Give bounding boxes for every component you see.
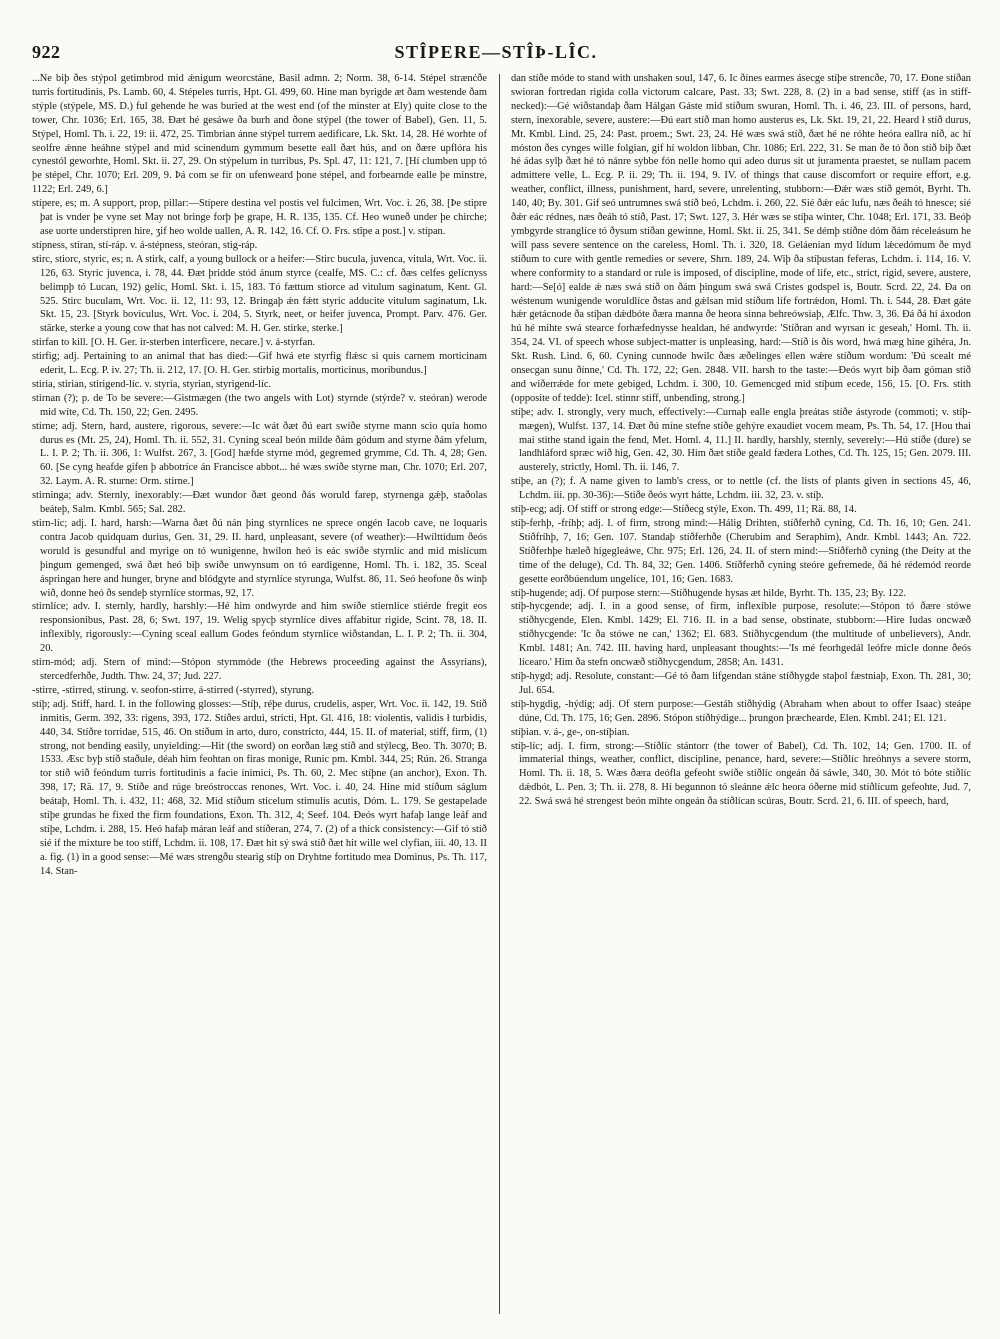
dictionary-entry: stípere, es; m. A support, prop, pillar:—Stípere destina vel postis vel fulcimen, Wrt. Voc. i. 26, 38. [Þe stipre þat is vnder þe vyne set May not bringe forþ þe grape, H. R. 135, 135. Cf. Heo wuneð under þe chirche; ase uorte understipren hire, ʒif heo wolde uallen, A. R. 142, 16. Cf. O. Frs. stîpe a post.] v. stípan. — [32, 198, 487, 237]
page-header — [32, 42, 960, 66]
dictionary-entry: stíþ-hycgende; adj. I. in a good sense, of firm, inflexible purpose, resolute:—Stópon tó ðære stówe stíðhycgende, Elen. Kmbl. 1429; El. 716. II. in a bad sense, obstinate, stubborn:—Hire Iudas oncwæð stíðhycgende: 'Ic ða stówe ne can,' 1362; El. 683. Stíðhycgendum (the multitude of unbelievers), Andr. Kmbl. 1481; An. 742. III. having hard, unpleasant thoughts:—'Is mé feorhgedál leófre micle donne ðeós lícearo.' Him ða stefn oncwæð stíðhycgendum, 2858; An. 1431. — [511, 601, 971, 669]
left-column — [32, 72, 487, 1322]
dictionary-entry: stirfan to kill. [O. H. Ger. ir-sterben interficere, necare.] v. á-styrfan. — [32, 337, 316, 349]
dictionary-entry: stirn-líc; adj. I. hard, harsh:—Warna ðæt ðú nán þing styrnlíces ne sprece ongén Iacob cave, ne loquaris contra Jacob quidquam durius, Gen. 31, 29. II. hard, unpleasant, severe (of weather):—Hwílttídum ðeós woruld is gesundful and myrige on tó wunigenne, hwílon heó is eác swíðe styrnlíc and mid mislícum þingum gemenged, swá ðæt heó biþ swíðe unwynsum on tó eardigenne, Homl. Th. i. 182, 35. Sceal áspringan here and hunger, bryne and blódgyte and styrnlíce styrunga, Wulfst. 86, 11. Seó heofone ðs winþ wið, donne heó ðs sendeþ styrnlíce stormas, 92, 17. — [32, 518, 487, 599]
dictionary-entry: stirnlíce; adv. I. sternly, hardly, harshly:—Hé him ondwyrde and him swíðe stiernlíce stiérde fregit eos responsionibus, Past. 28, 6; Swt. 197, 19. Welig spycþ styrnlíce dives affabitur rigide, Scint. 78, 18. II. inflexibly, rigorously:—Cyning sceal eallum Godes feóndum styrnlíce wiðstandan, L. I. P. 2; Th. ii. 304, 20. — [32, 601, 487, 655]
dictionary-entry: stirfig; adj. Pertaining to an animal that has died:—Gif hwá ete styrfig flǽsc si quis carnem morticinam ederit, L. Ecg. P. iv. 27; Th. ii. 212, 17. [O. H. Ger. stirbig mortalis, morticinus, moribundus.] — [32, 351, 487, 377]
dictionary-entry: stíþian. v. á-, ge-, on-stíþian. — [511, 726, 630, 738]
dictionary-entry: stirne; adj. Stern, hard, austere, rigorous, severe:—Ic wát ðæt ðú eart swíðe styrne mann scio quia homo durus es (Mt. 25, 24), Homl. Th. ii. 552, 31. Cyning sceal beón milde ðám gódum and styrne ðám yfelum, L. I. P. 2; Th. ii. 306, 1: Wulfst. 267, 3. [God] hæfde styrne mód, gegremed grymme, Cd. Th. 4, 28; Gen. 60. [Se cyng heafde gifen þ abbotríce án Francisce abbot... hé wæs swíðe styrne man, Chr. 1070; Erl. 207, 32. Laym. A. R. sturne: Orm. stirne.] — [32, 420, 487, 488]
running-head: STÎPERE—STÎÞ-LÎC. — [394, 42, 598, 62]
dictionary-entry: stíþ-ferhþ, -fríhþ; adj. I. of firm, strong mind:—Hálig Drihten, stíðferhð cyning, Cd. Th. 16, 10; Gen. 241. Stíðfríhþ, 7, 16; Gen. 107. Standaþ stíðferhðe (Cherubim and Seraphim), Andr. Kmbl. 1443; An. 722. Stíðferhþe hæleð higegleáwe, Chr. 975; Erl. 126, 24. II. of stern mind:—Stíðferhð cyning (the Deity at the time of the deluge), Cd. Th. 84, 32; Gen. 1406. Stíðferhð cyning steóre gefremede, ðá hé rédemód reorde gesette eorðbúendum ungelíce, 101, 16; Gen. 1683. — [511, 518, 971, 585]
right-column — [511, 72, 971, 1322]
dictionary-entry: stíþ-líc; adj. I. firm, strong:—Stíðlíc stántorr (the tower of Babel), Cd. Th. 102, 14; Gen. 1700. II. of immaterial things, weather, conflict, discipline, penance, hard, severe:—Stíðlíc hreóhnys a severe storm, Homl. Th. ii. 18, 5. Wæs ðæra deófla gefeoht swíðe stíðlíc ongeán ðá sáwle, 340, 30. Mót tó bóte stíðlíc dǽdbót, L. Pen. 3; Th. ii. 278, 8. Hí begunnon tó sleánne ǽlc heora óðerne mid stíðlícum gefeohte, Jud. 7, 22. Swá swá hé strengest beón mihte ongeán ða stíðlícan scúras, Boutr. Scrd. 21, 6. III. of speech, hard, — [511, 740, 971, 808]
dictionary-entry: stíþ-ecg; adj. Of stiff or strong edge:—Stíðecg stýle, Exon. Th. 499, 11; Rä. 88, 14. — [511, 504, 857, 516]
column-divider — [499, 74, 500, 1314]
dictionary-entry: stiria, stirian, stirigend-líc. v. styria, styrian, styrigend-líc. — [32, 378, 272, 390]
dictionary-entry: stíþ-hugende; adj. Of purpose stern:—Stíðhugende hysas æt hilde, Byrht. Th. 135, 23; By. 122. — [511, 587, 907, 599]
dictionary-entry: stirnan (?); p. de To be severe:—Gistmægen (the two angels with Lot) styrnde (stýrde? v. steóran) werode mid wíte, Cd. Th. 150, 22; Gen. 2495. — [32, 392, 487, 418]
dictionary-entry: stíþ-hygd; adj. Resolute, constant:—Gé tó ðam lifgendan stáne stíðhygde staþol fæstniaþ, Exon. Th. 281, 30; Jul. 654. — [511, 670, 971, 696]
dictionary-entry: stirc, stiorc, styric, es; n. A stirk, calf, a young bullock or a heifer:—Stirc bucula, juvenca, vitula, Wrt. Voc. ii. 126, 63. Styric juvenca, i. 78, 44. Ðæt þridde stód ánum styrce (cealfe, MS. C.: cf. ðæs celfes gelícnyss belimpþ tó Lucan, 192) gelíc, Homl. Skt. i. 15, 183. Tó fættum stiorce ad vitulum saginatum, Kent. Gl. 525. Stirc buculam, Wrt. Voc. ii. 12, 11: 93, 12. Bringaþ ǽn fǽtt styric adducite vitulum saginatum, Lk. Skt. 15, 23. [Styrk boviculus, Wrt. Voc. i. 204, 5. Styrk, neet, or heifer juvenca, Prompt. Parv. 476. Ger. stärke, sterke a young cow that has not calved: M. H. Ger. stirke, sterke.] — [32, 253, 487, 335]
dictionary-entry: stíþ; adj. Stiff, hard. I. in the following glosses:—Stíþ, réþe durus, crudelis, asper, Wrt. Voc. ii. 142, 19. Stíð inmitis, Germ. 392, 33: rigens, 393, 172. Stíðes ardui, stricti, Hpt. Gl. 416, 18: violentis, validis ł turbidis, 440, 34. Stíðre torridae, 515, 46. On stíðum in arto, duro, constricto, 444, 15. II. of material, stiff, firm, (1) strong, not bending easily, unyielding:—Hit (the sword) on eorðan læg stíð and stýlecg, Beo. Th. 3070; B. 1533. Æsc byþ stíð staðule, déah him feohtan on firas monige, Runic pm. Kmbl. 344, 25; Rún. 26. Stranga tor stíð wið feóndum turris fortitudinis a facie inimici, Ps. Th. 60, 2. Mec stíþne (an anchor), Exon. Th. 398, 17; Rä. 17, 9. Stíðe and rúge breóstroccas renones, Wrt. Voc. i. 40, 24. Hine mid stíðum ságlum beátaþ, Homl. Th. i. 432, 11: 468, 32. Mid stíðum sticelum stimulis acutis, Dóm. L. 179. Se gestapelade stíþe grundas he fixed the firm foundations, Exon. Th. 312, 4; Seef. 104. Ðeós wyrt hafaþ lange leáf and stíþe, Lchdm. i. 288, 15. Heó hafaþ máran leáf and stíðeran, 274, 7. (2) of a thick consistency:—Gif tó stíð sié if the mixture be too stiff, Lchdm. ii. 108, 17. Ðæt hit sý swá stíð ðæt hit wille wel clyfian, iii. 40, 13. II a. fig. (1) in a good sense:—Mé wæs strengðu stearig stíþ on Dryhtne fortitudo mea Dominus, Ps. Th. 117, 14. Stan- — [32, 698, 487, 877]
dictionary-entry: stíþe; adv. I. strongly, very much, effectively:—Curnaþ ealle engla þreátas stíðe ástyrode (commoti; v. stíþ-mægen), Wulfst. 137, 14. Ðæt ðú míne stefne stíðe gehýre exaudiet vocem meam, Ps. Th. 54, 17. [Hou thai mai stithe stand igain the fend, Met. Homl. 4, 11.] II. hardly, harshly, sternly, severely:—Hú stíðe (dure) se landhláford spræc wið hig, Gen. 42, 30. Him ðæt stíðe geald fædera Lothes, Cd. Th. 125, 15; Gen. 2079. III. austerely, strictly, Homl. Th. ii. 146, 7. — [511, 406, 971, 474]
dictionary-entry: -stirre, -stirred, stirung. v. seofon-stirre, á-stirred (-styrred), styrung. — [32, 684, 315, 696]
dictionary-entry: ...Ne biþ ðes stýpol getimbrod mid ǽnigum weorcstáne, Basil admn. 2; Norm. 38, 6-14. Stépel strænċðe turris fortitudinis, Ps. Lamb. 60, 4. Stépeles turris, Hpt. Gl. 499, 60. Hine man byrigde æt ðam westende ðam stýple (stýpele, MS. D.) ful gehende he was buried at the west end (of the minster at Ely) quite close to the tower, Chr. 1036; Erl. 165, 38. Ðæt hé gesáwe ða burh and ðone stýpel (the tower of Babel), Gen. 11, 5. Stýpel, Homl. Th. i. 22, 19: ii. 472, 25. Timbrian ánne stýpel turrem aedificare, Lk. Skt. 14, 28. Hé worhte of seolfre ǽnne heáhne stýpel and mid scínendum gymmum besette eall ðæt hús, and on ðære upflóra his cynestól geworhte, Homl. Skt. ii. 27, 29. On stýpelum in turribus, Ps. Spl. 47, 11: 121, 7. [Hí clumben upp tó þe stépel, Chr. 1070; Erl. 209, 9. Þá com se fír on ufenweard þone stépel, and forbearnde ealle þe minstre, 1122; Erl. 249, 6.] — [32, 73, 487, 196]
page-number: 922 — [32, 42, 61, 62]
dictionary-entry: stíþ-hygdig, -hýdig; adj. Of stern purpose:—Gestáh stíðhýdig (Abraham when about to offer Isaac) steápe dúne, Cd. Th. 175, 16; Gen. 2896. Stópon stíðhýdige... þrungon þræchearde, Elen. Kmbl. 241; El. 121. — [511, 698, 971, 724]
dictionary-entry: stíþe, an (?); f. A name given to lamb's cress, or to nettle (cf. the lists of plants given in sections 45, 46, Lchdm. iii. pp. 30-36):—Stíðe ðeós wyrt hátte, Lchdm. iii. 32, 23. v. stíþ. — [511, 476, 971, 502]
dictionary-entry: stirn-mód; adj. Stern of mind:—Stópon styrnmóde (the Hebrews proceeding against the Assyrians), stercedferhðe, Judth. Thw. 24, 37; Jud. 227. — [32, 657, 487, 682]
dictionary-entry: dan stíðe móde to stand with unshaken soul, 147, 6. Ic ðínes earmes ásecge stíþe strencðe, 70, 17. Ðone stíðan swioran fortredan rigida colla victorum calcare, Past. 33; Swt. 228, 8. (2) in a bad sense, stiff (as in stiff-necked):—Gé wiðstandaþ ðam Hálgan Gáste mid stíðum swuran, Homl. Th. i. 46, 23. III. of persons, hard, stern, inexorable, severe, austere:—Ðú eart stíð man homo austerus es, Lk. Skt. 19, 21, 22. Heard ł stíð durus, Mt. Kmbl. Lind. 25, 24: Past. proem.; Swt. 23, 24. Hé wæs swá stíð, ðæt hé ne róhte heóra eallra nið, ac hí móston ðes cynges wille folgian, gif hí woldon libban, Chr. 1086; Erl. 222, 31. Se man ðe tó ðon stíð biþ ðæt hé ádas sylþ ðæt hé tó nánre sybbe fón nelle homo qui adeo durus sit ut juramenta praestet, se nullam pacem admittere velle, L. Ecg. P. ii. 29; Th. ii. 194, 9. IV. of things that cause discomfort or require effort, e.g. weather, conflict, illness, punishment, hard, severe, unrelenting, stubborn:—Ðǽr wæs stíð gemót, Byrht. Th. 140, 40; By. 301. Gif seó untrumnes swá stíð beó, Lchdm. i. 260, 22. Sié ðǽr eác lufu, næs ðeáh tó hnesce; sié ðǽr eác rédnes, næs ðeáh tó stíð, Past. 17; Swt. 127, 3. Hér wæs se stíþa winter, Chr. 1048; Erl. 171, 33. Beóþ ymbgyrde stranglíce tó ðysum stíðan gewinne, Homl. Skt. ii. 25, 341. Se démþ stíðne dóm ðám réceleásum he will pass severe sentence on the careless, Homl. Th. i. 320, 18. Geláenian myd lídum lǽcedómum ðe myd stíðum to cure with gentle remedies or severe, Shrn. 189, 24. Wiþ ða stíþustan feferas, Lchdm. i. 114, 16. V. where conformity to a standard or rule is imposed, of discipline, mode of life, etc., strict, rigid, severe, austere, hard:—Se[ó] ealde ǽ næs swá stíð on ðám þingum swá swá Cristes godspel is, Boutr. Scrd. 22, 24. Ða on wéstenum wunigende woruldlíce ðstas and gǽlsan mid stíðum lífe fortrǽdon, Homl. Th. i. 544, 28. Ðæt gáte hǽr getácnode ða stíþan dǽdbóte ðæra manna ðe heora sinna behreówsiaþ, Ælfc. Thw. 3, 36. Ðá ðá hí áxodon hú hé mihte swá stearce forhæfednysse healdan, hé andwyrde: 'Stíðran and wyrsan ic geseah,' Homl. Th. ii. 354, 24. VI. of speech whose subject-matter is unpleasing, hard:—Stíð is ðis word, hwá mæg hine gihéra, Jn. Skt. Rush. Lind. 6, 60. Cyning cunnode hwilc ðæs æðelinges ellen wǽre stíðum wordum: 'Ðú scealt mé onsecgan sunu ðínne,' Cd. Th. 172, 22; Gen. 2848. VII. harsh to the taste:—Ðeós wyrt biþ ðam góman stíð and wiðerrǽde for mete gebiged, Lchdm. i. 300, 10. Gemencged mid stíþum ecede, 156, 15. [O. Frs. stith (opposite of tedde): Icel. stinnr stiff, unbending, strong.] — [511, 73, 971, 404]
dictionary-entry: stípness, stíran, stí-ráp. v. á-stépness, steóran, stig-ráp. — [32, 239, 258, 251]
dictionary-entry: stirninga; adv. Sternly, inexorably:—Ðæt wundor ðæt geond ðás woruld farep, styrnenga gǽþ, staðolas beáteþ, Salm. Kmbl. 565; Sal. 282. — [32, 490, 487, 516]
